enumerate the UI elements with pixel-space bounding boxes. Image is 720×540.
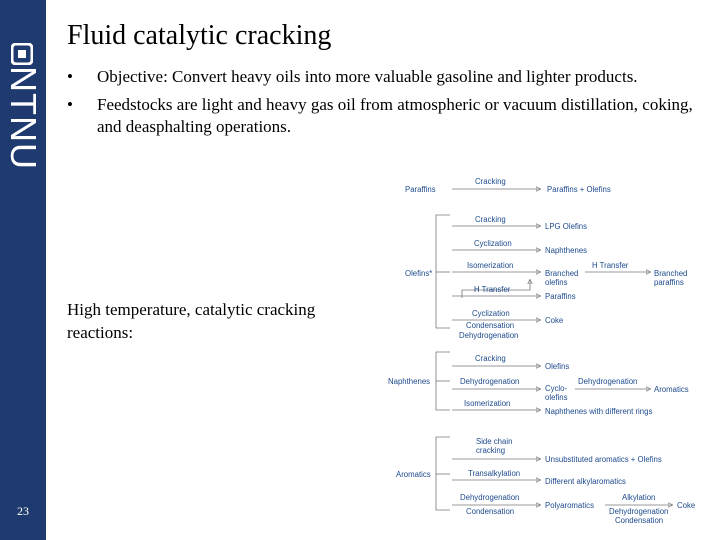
process-label: Condensation [466, 321, 515, 330]
feed-label-olefins: Olefins* [405, 269, 433, 278]
bullet-symbol: • [67, 67, 73, 86]
product-label: LPG Olefins [545, 222, 588, 231]
product-label: Branched [545, 269, 579, 278]
product-label: Coke [677, 501, 696, 510]
product-label: Coke [545, 316, 564, 325]
feed-label-aromatics: Aromatics [396, 470, 431, 479]
bullet-text: Objective: Convert heavy oils into more valuable gasoline and lighter products. [97, 67, 638, 86]
product-label: Paraffins + Olefins [547, 185, 611, 194]
process-label: Cracking [475, 215, 506, 224]
process-label: Condensation [466, 507, 515, 516]
bracket [436, 437, 450, 510]
feed-label-naphthenes: Naphthenes [388, 377, 431, 386]
bullet-symbol: • [67, 95, 73, 114]
product-label: Naphthenes [545, 246, 588, 255]
process-label: Alkylation [622, 493, 656, 502]
process-label: H Transfer [592, 261, 629, 270]
process-label: Transalkylation [468, 469, 521, 478]
process-label: Cracking [475, 177, 506, 186]
process-label: Condensation [615, 516, 664, 525]
product-label: Cyclo- [545, 384, 568, 393]
product-label: Olefins [545, 362, 570, 371]
bullet-text: Feedstocks are light and heavy gas oil from atmospheric or vacuum distillation, coking, and deasphalting operations. [97, 95, 693, 136]
slide-title: Fluid catalytic cracking [67, 20, 332, 51]
process-label: Cyclization [474, 239, 512, 248]
product-label: Aromatics [654, 385, 689, 394]
product-label: Paraffins [545, 292, 576, 301]
process-label: Side chain [476, 437, 513, 446]
process-label: Dehydrogenation [609, 507, 669, 516]
page-number: 23 [17, 504, 29, 518]
product-label: Naphthenes with different rings [545, 407, 653, 416]
reactions-caption: High temperature, catalytic cracking reactions: [67, 300, 316, 342]
process-label: Isomerization [467, 261, 514, 270]
product-label: olefins [545, 278, 568, 287]
product-label: paraffins [654, 278, 684, 287]
brand-wordmark: NTNU [3, 66, 44, 170]
product-label: Different alkylaromatics [545, 477, 626, 486]
product-label: Branched [654, 269, 688, 278]
product-label: olefins [545, 393, 568, 402]
process-label: Dehydrogenation [460, 377, 520, 386]
process-label: Cyclization [472, 309, 510, 318]
process-label: Isomerization [464, 399, 511, 408]
process-label: cracking [476, 446, 506, 455]
product-label: Unsubstituted aromatics + Olefins [545, 455, 662, 464]
process-label: Dehydrogenation [460, 493, 520, 502]
process-label: Cracking [475, 354, 506, 363]
product-label: Polyaromatics [545, 501, 594, 510]
process-label: Dehydrogenation [459, 331, 519, 340]
bracket [436, 215, 450, 328]
process-label: H Transfer [474, 285, 511, 294]
feed-label-paraffins: Paraffins [405, 185, 436, 194]
process-label: Dehydrogenation [578, 377, 638, 386]
